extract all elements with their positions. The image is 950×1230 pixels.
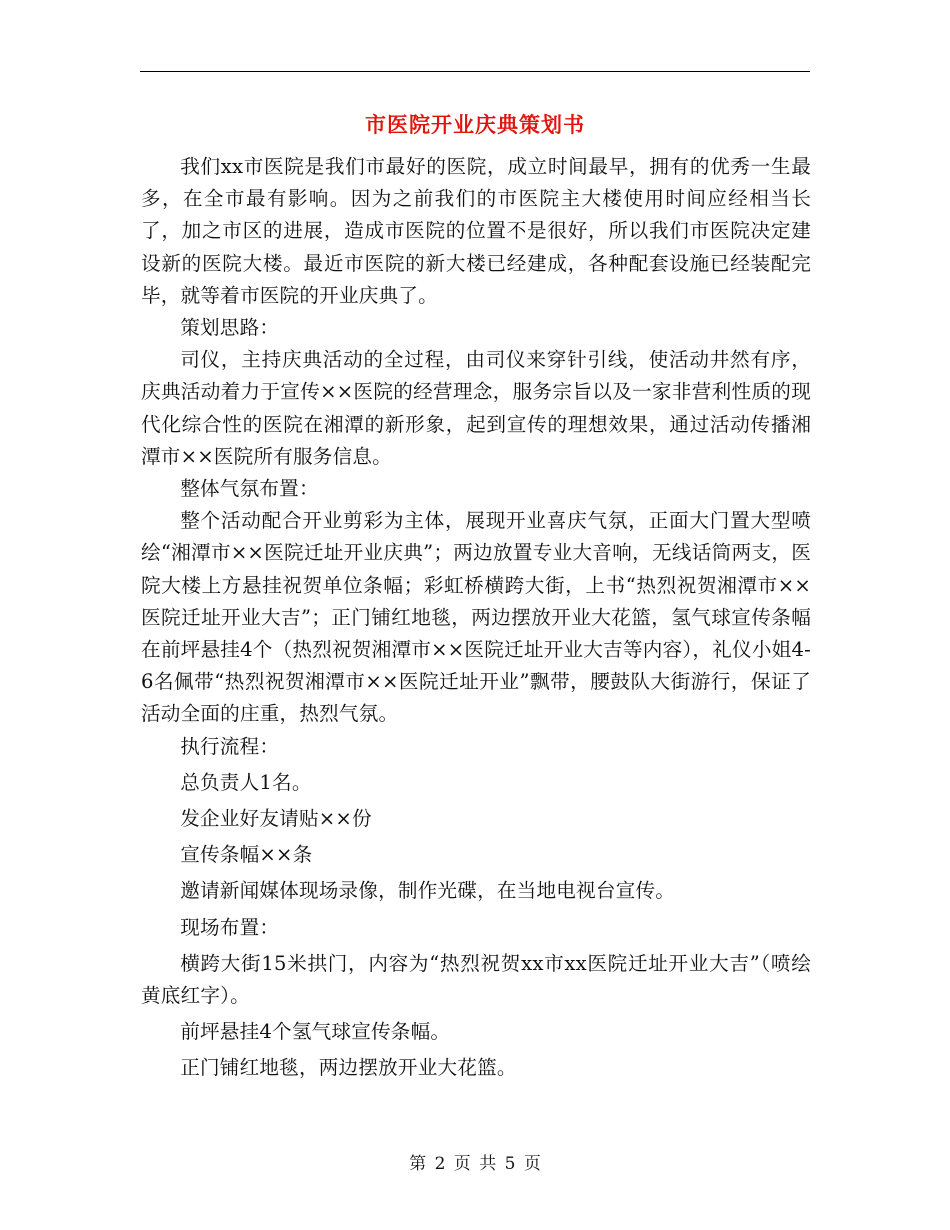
list-item-lead: 总负责人1名。 (180, 770, 312, 794)
list-item-media: 邀请新闻媒体现场录像，制作光碟，在当地电视台宣传。 (180, 879, 676, 903)
document-body (141, 151, 811, 1085)
heading-planning-ideas: 策划思路： (180, 316, 280, 340)
list-item-invitations: 发企业好友请贴××份 (180, 807, 372, 831)
list-item-carpet: 正门铺红地毯，两边摆放开业大花篮。 (180, 1056, 517, 1080)
document-title: 市医院开业庆典策划书 (365, 112, 585, 137)
paragraph-host: 司仪，主持庆典活动的全过程，由司仪来穿针引线，使活动井然有序，庆典活动着力于宣传××医院的经营理念，服务宗旨以及一家非营利性质的现代化综合性的医院在湘潭的新形象，起到宣传的理想效果，通过活动传播湘潭市××医院所有服务信息。 (141, 348, 811, 468)
heading-atmosphere: 整体气氛布置： (180, 477, 319, 501)
list-item-banners: 宣传条幅××条 (180, 843, 313, 867)
paragraph-intro: 我们xx市医院是我们市最好的医院，成立时间最早，拥有的优秀一生最多，在全市最有影响。因为之前我们的市医院主大楼使用时间应经相当长了，加之市区的进展，造成市医院的位置不是很好，所以我们市医院决定建设新的医院大楼。最近市医院的新大楼已经建成，各种配套设施已经装配完毕，就等着市医院的开业庆典了。 (141, 155, 811, 307)
page-number-footer: 第 2 页 共 5 页 (409, 1154, 541, 1174)
heading-site-setup: 现场布置： (180, 915, 280, 939)
list-item-balloons: 前坪悬挂4个氢气球宣传条幅。 (180, 1020, 451, 1044)
header-rule (140, 71, 810, 72)
list-item-arch: 横跨大街15米拱门，内容为“热烈祝贺xx市xx医院迁址开业大吉”（喷绘黄底红字）。 (141, 951, 811, 1008)
heading-execution: 执行流程： (180, 734, 280, 758)
paragraph-atmosphere: 整个活动配合开业剪彩为主体，展现开业喜庆气氛，正面大门置大型喷绘“湘潭市××医院迁址开业庆典”；两边放置专业大音响，无线话筒两支，医院大楼上方悬挂祝贺单位条幅；彩虹桥横跨大街，上书“热烈祝贺湘潭市××医院迁址开业大吉”；正门铺红地毯，两边摆放开业大花篮，氢气球宣传条幅在前坪悬挂4个（热烈祝贺湘潭市××医院迁址开业大吉等内容），礼仪小姐4-6名佩带“热烈祝贺湘潭市××医院迁址开业”飘带，腰鼓队大街游行，保证了活动全面的庄重，热烈气氛。 (141, 509, 811, 726)
